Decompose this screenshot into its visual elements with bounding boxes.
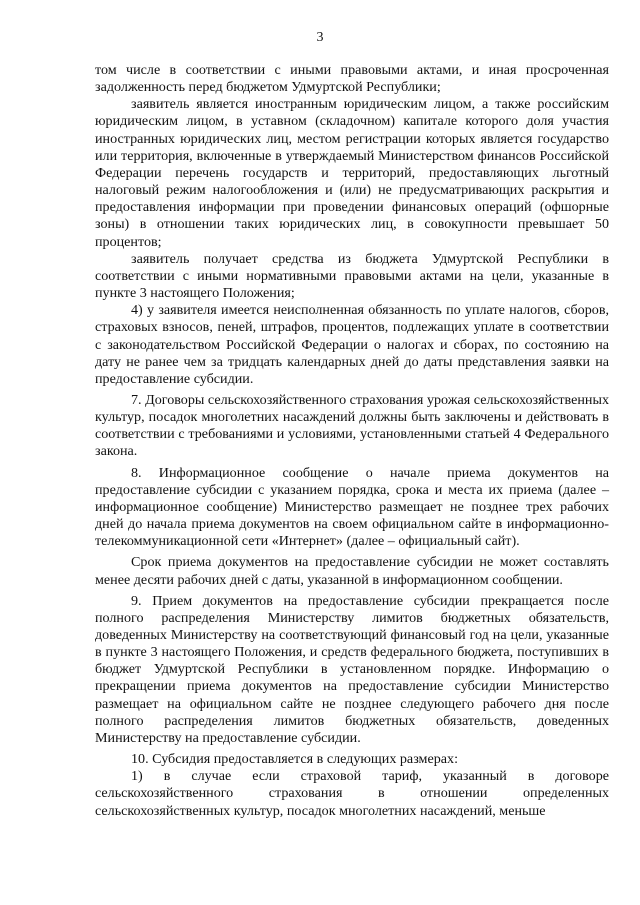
paragraph-section-8: 8. Информационное сообщение о начале приема документов на предоставление субсидии с указанием порядка, срока и места их приема (далее – информационное сообщение) Министерство размещает не позднее трех рабочих дней до начала приема документов на своем официальном сайте в информационно-телекоммуникационной сети «Интернет» (далее – официальный сайт).: [95, 464, 609, 550]
paragraph-section-9: 9. Прием документов на предоставление субсидии прекращается после полного распределения Министерству лимитов бюджетных обязательств, доведенных Министерству на соответствующий финансовый год на цели, указанные в пункте 3 настоящего Положения, и средств федерального бюджета, поступивших в бюджет Удмуртской Республики в установленном порядке. Информацию о прекращении приема документов на предоставление субсидии Министерство размещает на официальном сайте не позднее следующего рабочего дня после полного распределения лимитов бюджетных обязательств, доведенных Министерству на предоставление субсидии.: [95, 592, 609, 746]
paragraph-section-10: 10. Субсидия предоставляется в следующих размерах:: [131, 751, 458, 768]
paragraph-foreign-entity: заявитель является иностранным юридическим лицом, а также российским юридическим лицом, в уставном (складочном) капитале которого доля участия иностранных юридических лиц, местом регистрации которых является государство или территория, включенные в утверждаемый Министерством финансов Российской Федерации перечень государств и территорий, предоставляющих льготный налоговый режим налогообложения и (или) не предусматривающих раскрытия и предоставления информации при проведении финансовых операций (офшорные зоны) в отношении таких юридических лиц, в совокупности превышает 50 процентов;: [95, 96, 609, 250]
paragraph-item-1: 1) в случае если страховой тариф, указанный в договоре сельскохозяйственного страхования в отношении определенных сельскохозяйственных культур, посадок многолетних насаждений, меньше: [95, 768, 609, 819]
paragraph-continuation: том числе в соответствии с иными правовыми актами, и иная просроченная задолженность перед бюджетом Удмуртской Республики;: [95, 62, 609, 96]
paragraph-section-7: 7. Договоры сельскохозяйственного страхования урожая сельскохозяйственных культур, посадок многолетних насаждений должны быть заключены и действовать в соответствии с требованиями и условиями, установленными статьей 4 Федерального закона.: [95, 391, 609, 460]
page-number: 3: [316, 30, 324, 45]
paragraph-application-period: Срок приема документов на предоставление субсидии не может составлять менее десяти рабочих дней с даты, указанной в информационном сообщении.: [95, 554, 609, 588]
paragraph-other-funds: заявитель получает средства из бюджета Удмуртской Республики в соответствии с иными нормативными правовыми актами на цели, указанные в пункте 3 настоящего Положения;: [95, 250, 609, 302]
paragraph-item-4: 4) у заявителя имеется неисполненная обязанность по уплате налогов, сборов, страховых взносов, пеней, штрафов, процентов, подлежащих уплате в соответствии с законодательством Российской Федерации о налогах и сборах, по состоянию на дату не ранее чем за тридцать календарных дней до даты представления заявки на предоставление субсидии.: [95, 302, 609, 387]
document-body: [95, 62, 609, 820]
